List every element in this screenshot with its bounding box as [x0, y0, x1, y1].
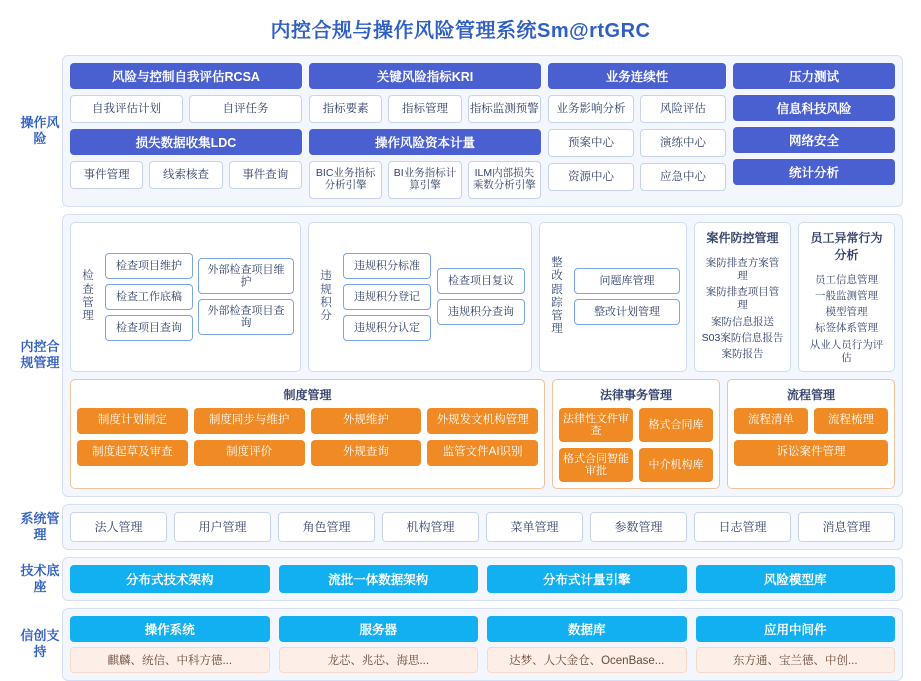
btn-standard-contract-lib[interactable]: 格式合同库: [639, 408, 713, 442]
title-process-management: 流程管理: [786, 387, 835, 402]
btn-policy-draft-review[interactable]: 制度起草及审查: [77, 440, 188, 466]
header-network-security[interactable]: 网络安全: [733, 127, 895, 153]
btn-policy-plan[interactable]: 制度计划制定: [77, 408, 188, 434]
column-kri: [309, 63, 541, 199]
btn-message-mgmt[interactable]: 消息管理: [798, 512, 895, 542]
btn-role-mgmt[interactable]: 角色管理: [278, 512, 375, 542]
pill-violation-register[interactable]: 违规积分登记: [343, 284, 431, 310]
btn-legal-entity-mgmt[interactable]: 法人管理: [70, 512, 167, 542]
btn-policy-sync-maintain[interactable]: 制度同步与维护: [194, 408, 305, 434]
btn-legal-doc-review[interactable]: 法律性文件审查: [559, 408, 633, 442]
header-op-risk-capital[interactable]: 操作风险资本计量: [309, 129, 541, 155]
pill-violation-confirm[interactable]: 违规积分认定: [343, 315, 431, 341]
box-rectification: [539, 222, 687, 372]
band-xinchuang: [18, 608, 903, 681]
cell-self-assessment-plan[interactable]: 自我评估计划: [70, 95, 183, 123]
pill-violation-standard[interactable]: 违规积分标准: [343, 253, 431, 279]
box-case-prevention: [694, 222, 791, 372]
btn-menu-mgmt[interactable]: 菜单管理: [486, 512, 583, 542]
cell-resource-center[interactable]: 资源中心: [548, 163, 634, 191]
btn-contract-smart-approval[interactable]: 格式合同智能审批: [559, 448, 633, 482]
btn-distributed-architecture[interactable]: 分布式技术架构: [70, 565, 270, 593]
header-rcsa[interactable]: 风险与控制自我评估RCSA: [70, 63, 302, 89]
header-it-risk[interactable]: 信息科技风险: [733, 95, 895, 121]
box-abnormal-behavior: [798, 222, 895, 372]
box-check-management: [70, 222, 301, 372]
item-practitioner-assessment[interactable]: 从业人员行为评估: [809, 338, 884, 364]
column-business-continuity: [548, 63, 726, 199]
header-kri[interactable]: 关键风险指标KRI: [309, 63, 541, 89]
title-legal-affairs: 法律事务管理: [599, 387, 672, 402]
item-case-plan-mgmt[interactable]: 案防排查方案管理: [705, 257, 780, 283]
item-general-monitor-mgmt[interactable]: 一般监测管理: [815, 290, 878, 303]
btn-log-mgmt[interactable]: 日志管理: [694, 512, 791, 542]
band-tech-base: [18, 557, 903, 601]
sub-server: 龙芯、兆芯、海思...: [279, 647, 479, 673]
band-system-management: [18, 504, 903, 550]
pill-check-project-review[interactable]: 检查项目复议: [437, 268, 525, 294]
box-violation-points: [308, 222, 532, 372]
cell-risk-assessment[interactable]: 风险评估: [640, 95, 726, 123]
title-policy-management: 制度管理: [283, 387, 332, 402]
pill-external-check-project-query[interactable]: 外部检查项目查询: [198, 299, 294, 335]
label-rectification: 整改跟踪管理: [551, 257, 563, 336]
header-ldc[interactable]: 损失数据收集LDC: [70, 129, 302, 155]
column-server: [279, 616, 479, 673]
pill-check-project-maintain[interactable]: 检查项目维护: [105, 253, 193, 279]
title-abnormal-behavior: 员工异常行为分析: [810, 231, 883, 262]
item-model-mgmt[interactable]: 模型管理: [825, 306, 868, 319]
btn-regulatory-doc-ai[interactable]: 监管文件AI识别: [427, 440, 538, 466]
header-statistics-analysis[interactable]: 统计分析: [733, 159, 895, 185]
btn-user-mgmt[interactable]: 用户管理: [174, 512, 271, 542]
page-title: 内控合规与操作风险管理系统Sm@rtGRC: [270, 20, 651, 42]
head-middleware[interactable]: 应用中间件: [696, 616, 896, 642]
cell-indicator-element[interactable]: 指标要素: [309, 95, 382, 123]
pill-check-project-query[interactable]: 检查项目查询: [105, 315, 193, 341]
pill-check-working-paper[interactable]: 检查工作底稿: [105, 284, 193, 310]
item-case-report[interactable]: 案防报告: [721, 347, 764, 360]
label-violation-points: 违规积分: [320, 270, 332, 323]
item-employee-info-mgmt[interactable]: 员工信息管理: [815, 274, 878, 286]
btn-policy-evaluation[interactable]: 制度评价: [194, 440, 305, 466]
band-internal-control: [18, 214, 903, 497]
cell-business-impact-analysis[interactable]: 业务影响分析: [548, 95, 634, 123]
btn-external-issuer-mgmt[interactable]: 外规发文机构管理: [427, 408, 538, 434]
btn-process-mapping[interactable]: 流程梳理: [814, 408, 888, 434]
btn-litigation-case-mgmt[interactable]: 诉讼案件管理: [734, 440, 888, 466]
band-label-xinchuang: 信创支持: [20, 628, 60, 660]
box-process-management: [727, 379, 895, 489]
btn-external-rule-query[interactable]: 外规查询: [311, 440, 422, 466]
list-abnormal-behavior: [805, 274, 888, 365]
header-business-continuity[interactable]: 业务连续性: [548, 63, 726, 89]
cell-event-mgmt[interactable]: 事件管理: [70, 161, 143, 189]
btn-external-rule-maintain[interactable]: 外规维护: [311, 408, 422, 434]
pill-external-check-project-maintain[interactable]: 外部检查项目维护: [198, 258, 294, 294]
cell-plan-center[interactable]: 预案中心: [548, 129, 634, 157]
band-body-internal-control: [62, 214, 903, 497]
column-right-stack: [733, 63, 895, 199]
column-middleware: [696, 616, 896, 673]
column-database: [487, 616, 687, 673]
cell-event-query[interactable]: 事件查询: [229, 161, 302, 189]
band-body-xinchuang: [62, 608, 903, 681]
band-label-internal-control: 内控合规管理: [20, 339, 60, 371]
band-body-operation-risk: [62, 55, 903, 207]
title-case-prevention: 案件防控管理: [706, 231, 779, 245]
item-tag-system-mgmt[interactable]: 标签体系管理: [815, 322, 878, 335]
column-rcsa: [70, 63, 302, 199]
cell-indicator-monitor-alert[interactable]: 指标监测预警: [468, 95, 541, 123]
btn-org-mgmt[interactable]: 机构管理: [382, 512, 479, 542]
cell-clue-check[interactable]: 线索核查: [149, 161, 222, 189]
box-legal-affairs: [552, 379, 720, 489]
pill-violation-query[interactable]: 违规积分查询: [437, 299, 525, 325]
band-body-system-management: [62, 504, 903, 550]
pill-issue-library[interactable]: 问题库管理: [574, 268, 680, 294]
sub-middleware: 东方通、宝兰德、中创...: [696, 647, 896, 673]
head-operating-system[interactable]: 操作系统: [70, 616, 270, 642]
cell-ilm-engine[interactable]: ILM内部损失乘数分析引擎: [468, 161, 541, 199]
label-check-management: 检查管理: [82, 270, 94, 323]
band-label-operation-risk: 操作风险: [20, 114, 60, 146]
btn-intermediary-lib[interactable]: 中介机构库: [639, 448, 713, 482]
column-operating-system: [70, 616, 270, 673]
item-case-project-mgmt[interactable]: 案防排查项目管理: [705, 286, 780, 312]
band-label-system-management: 系统管理: [20, 510, 60, 542]
pill-rectification-plan[interactable]: 整改计划管理: [574, 299, 680, 325]
band-operation-risk: [18, 55, 903, 207]
sub-operating-system: 麒麟、统信、中科方德...: [70, 647, 270, 673]
btn-stream-batch-data-architecture[interactable]: 流批一体数据架构: [279, 565, 479, 593]
btn-parameter-mgmt[interactable]: 参数管理: [590, 512, 687, 542]
btn-distributed-measure-engine[interactable]: 分布式计量引擎: [487, 565, 687, 593]
item-s03-case-report[interactable]: S03案防信息报告: [701, 331, 784, 344]
cell-drill-center[interactable]: 演练中心: [640, 129, 726, 157]
head-server[interactable]: 服务器: [279, 616, 479, 642]
band-label-tech-base: 技术底座: [20, 562, 60, 594]
head-database[interactable]: 数据库: [487, 616, 687, 642]
item-case-info-report[interactable]: 案防信息报送: [711, 315, 774, 328]
cell-self-assessment-task[interactable]: 自评任务: [189, 95, 302, 123]
sub-database: 达梦、人大金仓、OcenBase...: [487, 647, 687, 673]
cell-indicator-mgmt[interactable]: 指标管理: [388, 95, 461, 123]
cell-emergency-center[interactable]: 应急中心: [640, 163, 726, 191]
cell-bi-engine[interactable]: BI业务指标计算引擎: [388, 161, 461, 199]
btn-process-list[interactable]: 流程清单: [734, 408, 808, 434]
header-stress-test[interactable]: 压力测试: [733, 63, 895, 89]
band-body-tech-base: [62, 557, 903, 601]
btn-risk-model-library[interactable]: 风险模型库: [696, 565, 896, 593]
box-policy-management: [70, 379, 545, 489]
list-case-prevention: [701, 257, 784, 361]
cell-bic-engine[interactable]: BIC业务指标分析引擎: [309, 161, 382, 199]
